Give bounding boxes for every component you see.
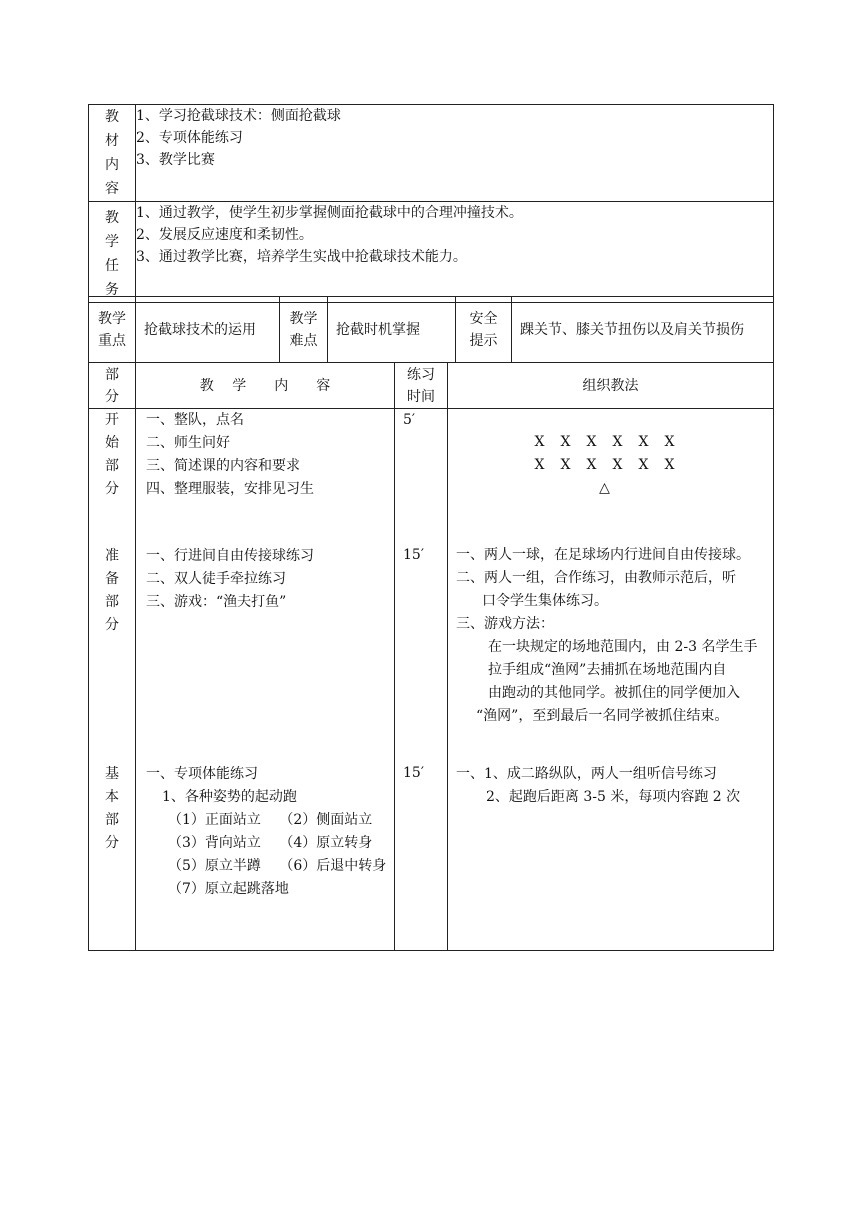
content-cell [136, 409, 395, 951]
time-prep: 15′ [403, 547, 424, 563]
teacher-marker: △ [599, 480, 610, 496]
material-line: 2、专项体能练习 [136, 130, 243, 146]
part-header: 部 分 [89, 363, 136, 409]
time-main: 15′ [403, 765, 424, 781]
content-main: 一、专项体能练习 1、各种姿势的起动跑 （1）正面站立 （2）侧面站立 （3）背向站立 （4）原立转身 （5）原立半蹲 （6）后退中转身 （7）原立起跳落地 [146, 766, 387, 897]
part-labels-cell [89, 409, 136, 951]
method-cell [448, 409, 774, 951]
section-label-start: 开 始 部 分 [105, 412, 119, 497]
section-label-main: 基 本 部 分 [105, 766, 119, 851]
key-point-label: 教学 重点 [89, 297, 136, 363]
key-point-value: 抢截球技术的运用 [136, 297, 280, 363]
task-content [136, 202, 774, 303]
formation-row-2: X X X X X X [534, 457, 675, 473]
difficulty-label: 教学 难点 [280, 297, 328, 363]
parts-header-row [89, 363, 774, 409]
safety-label: 安全 提示 [456, 297, 512, 363]
time-header: 练习 时间 [395, 363, 448, 409]
section-label-prep: 准 备 部 分 [105, 548, 119, 633]
method-prep: 一、两人一球，在足球场内行进间自由传接球。 二、两人一组，合作练习，由教师示范后，听 口令学生集体练习。 三、游戏方法： 在一块规定的场地范围内，由 2-3 名学生手 拉手组成“渔网”去捕抓在场地范围内自 由跑动的其他同学。被抓住的同学便加入 “渔网”，至到最后一名同学被抓住结束。 [456, 547, 758, 724]
task-line: 2、发展反应速度和柔韧性。 [136, 227, 313, 243]
content-start: 一、整队，点名 二、师生问好 三、简述课的内容和要求 四、整理服装，安排见习生 [146, 412, 314, 497]
parts-body-row [89, 409, 774, 951]
task-line: 3、通过教学比赛，培养学生实战中抢截球技术能力。 [136, 249, 467, 265]
formation-row-1: X X X X X X [534, 434, 675, 450]
time-cell [395, 409, 448, 951]
difficulty-value: 抢截时机掌握 [328, 297, 456, 363]
method-main: 一、1、成二路纵队，两人一组听信号练习 2、起跑后距离 3-5 米，每项内容跑 2 次 [456, 766, 741, 805]
focus-table [88, 296, 774, 363]
method-header: 组织教法 [448, 363, 774, 409]
material-label: 教 材 内 容 [89, 105, 136, 202]
material-line: 3、教学比赛 [136, 152, 215, 168]
content-prep: 一、行进间自由传接球练习 二、双人徒手牵拉练习 三、游戏：“渔夫打鱼” [146, 548, 314, 610]
formation-diagram [456, 409, 773, 500]
task-row [89, 202, 774, 303]
safety-value: 踝关节、膝关节扭伤以及肩关节损伤 [512, 297, 774, 363]
material-content [136, 105, 774, 202]
content-header: 教 学 内 容 [136, 363, 395, 409]
lesson-parts-table [88, 362, 774, 951]
lesson-info-table [88, 104, 774, 303]
material-row [89, 105, 774, 202]
time-start: 5′ [403, 412, 416, 428]
material-line: 1、学习抢截球技术：侧面抢截球 [136, 108, 341, 124]
focus-row [89, 297, 774, 363]
task-label: 教 学 任 务 [89, 202, 136, 303]
task-line: 1、通过教学，使学生初步掌握侧面抢截球中的合理冲撞技术。 [136, 205, 523, 221]
